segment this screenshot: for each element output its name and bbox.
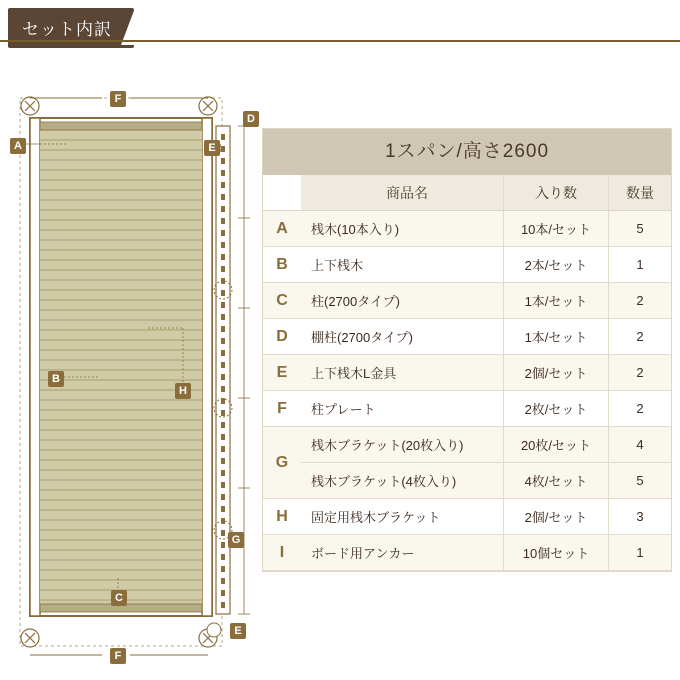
part-letter: B bbox=[276, 255, 288, 273]
part-count: 5 bbox=[609, 211, 672, 247]
part-letter: C bbox=[276, 291, 288, 309]
part-count: 2 bbox=[609, 391, 672, 427]
part-qty: 20枚/セット bbox=[504, 427, 609, 463]
diagram-label-c: C bbox=[111, 590, 127, 606]
diagram-label-a: A bbox=[10, 138, 26, 154]
part-count: 2 bbox=[609, 283, 672, 319]
part-name: 上下桟木L金具 bbox=[301, 355, 504, 391]
part-letter: G bbox=[275, 453, 289, 471]
part-letter: A bbox=[276, 219, 288, 237]
part-qty: 10個セット bbox=[504, 535, 609, 571]
part-qty: 1本/セット bbox=[504, 283, 609, 319]
part-count: 5 bbox=[609, 463, 672, 499]
part-count: 2 bbox=[609, 355, 672, 391]
parts-panel bbox=[262, 128, 672, 572]
part-count: 1 bbox=[609, 247, 672, 283]
diagram-label-g: G bbox=[228, 532, 244, 548]
part-name: 桟木(10本入り) bbox=[301, 211, 504, 247]
part-count: 4 bbox=[609, 427, 672, 463]
part-letter: H bbox=[276, 507, 288, 525]
diagram-label-h: H bbox=[175, 383, 191, 399]
diagram-label-f-bottom: F bbox=[110, 648, 126, 664]
assembly-diagram bbox=[8, 78, 260, 666]
table-header-row bbox=[263, 175, 671, 211]
col-name: 商品名 bbox=[301, 175, 504, 211]
header-divider bbox=[0, 40, 680, 42]
part-name: 上下桟木 bbox=[301, 247, 504, 283]
diagram-label-e-bottom: E bbox=[230, 623, 246, 639]
part-count: 2 bbox=[609, 319, 672, 355]
part-letter: F bbox=[277, 399, 287, 417]
table-row bbox=[263, 211, 671, 247]
part-name: ボード用アンカー bbox=[301, 535, 504, 571]
table-row bbox=[263, 427, 671, 463]
part-name: 桟木ブラケット(4枚入り) bbox=[301, 463, 504, 499]
table-row bbox=[263, 463, 671, 499]
table-row bbox=[263, 355, 671, 391]
diagram-label-b: B bbox=[48, 371, 64, 387]
part-name: 桟木ブラケット(20枚入り) bbox=[301, 427, 504, 463]
table-row bbox=[263, 391, 671, 427]
diagram-label-e-top: E bbox=[204, 140, 220, 156]
part-count: 3 bbox=[609, 499, 672, 535]
part-name: 固定用桟木ブラケット bbox=[301, 499, 504, 535]
col-letter bbox=[263, 175, 301, 211]
part-qty: 4枚/セット bbox=[504, 463, 609, 499]
part-letter: D bbox=[276, 327, 288, 345]
part-count: 1 bbox=[609, 535, 672, 571]
panel-title: 1スパン/高さ2600 bbox=[263, 129, 671, 175]
part-name: 柱プレート bbox=[301, 391, 504, 427]
table-row bbox=[263, 247, 671, 283]
page-title: セット内訳 bbox=[8, 8, 134, 48]
part-qty: 10本/セット bbox=[504, 211, 609, 247]
part-name: 棚柱(2700タイプ) bbox=[301, 319, 504, 355]
diagram-canvas bbox=[8, 78, 260, 666]
table-row bbox=[263, 283, 671, 319]
col-count: 数量 bbox=[609, 175, 672, 211]
table-row bbox=[263, 535, 671, 571]
part-letter: E bbox=[276, 363, 288, 381]
diagram-label-d: D bbox=[243, 111, 259, 127]
part-qty: 1本/セット bbox=[504, 319, 609, 355]
part-qty: 2枚/セット bbox=[504, 391, 609, 427]
part-letter: I bbox=[279, 543, 285, 561]
part-qty: 2個/セット bbox=[504, 355, 609, 391]
part-qty: 2個/セット bbox=[504, 499, 609, 535]
parts-table bbox=[263, 175, 671, 571]
diagram-svg bbox=[8, 78, 260, 666]
table-row bbox=[263, 319, 671, 355]
col-qty: 入り数 bbox=[504, 175, 609, 211]
table-row bbox=[263, 499, 671, 535]
page-header bbox=[0, 0, 680, 46]
part-qty: 2本/セット bbox=[504, 247, 609, 283]
part-name: 柱(2700タイプ) bbox=[301, 283, 504, 319]
diagram-label-f-top: F bbox=[110, 91, 126, 107]
